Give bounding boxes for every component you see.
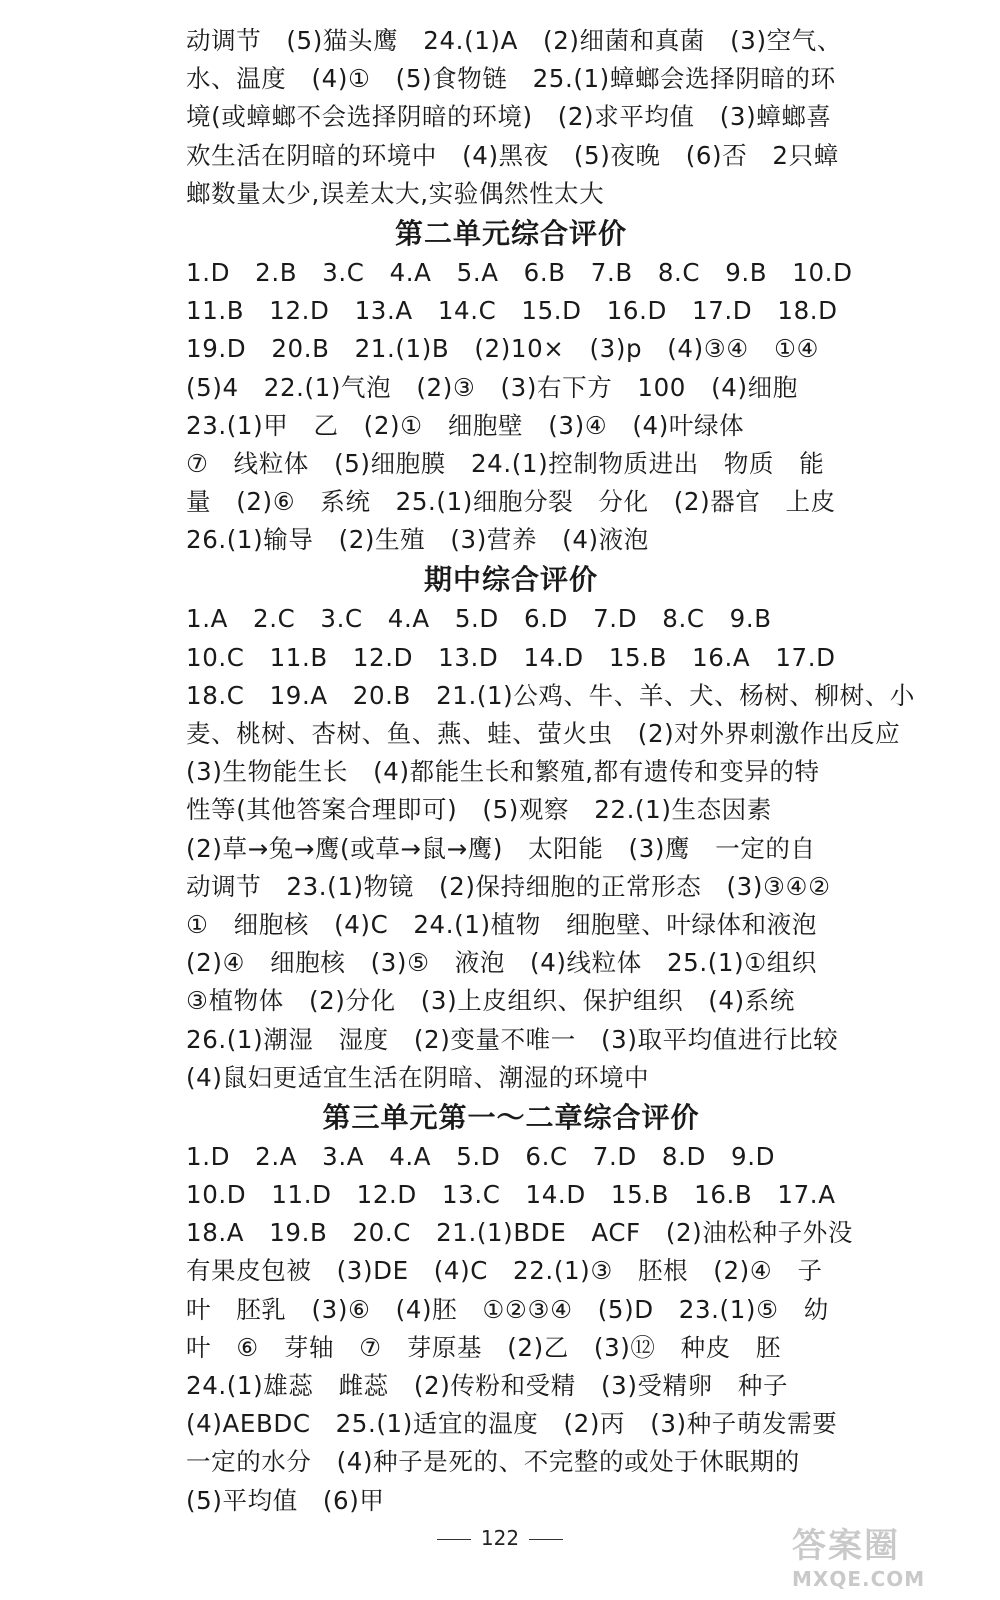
answer-line: 10.C 11.B 12.D 13.D 14.D 15.B 16.A 17.D [186, 642, 836, 672]
answer-line: ③植物体 (2)分化 (3)上皮组织、保护组织 (4)系统 [186, 986, 795, 1016]
watermark-line2: MXQE.COM [792, 1567, 926, 1591]
answer-line: ⑦ 线粒体 (5)细胞膜 24.(1)控制物质进出 物质 能 [186, 448, 825, 478]
answer-line: 量 (2)⑥ 系统 25.(1)细胞分裂 分化 (2)器官 上皮 [186, 487, 836, 517]
answer-line: (3)生物能生长 (4)都能生长和繁殖,都有遗传和变异的特 [186, 757, 820, 787]
answer-line: 叶 ⑥ 芽轴 ⑦ 芽原基 (2)乙 (3)⑫ 种皮 胚 [186, 1332, 782, 1362]
section-heading: 第二单元综合评价 [394, 216, 627, 250]
answer-line: 螂数量太少,误差太大,实验偶然性太大 [186, 178, 605, 208]
footer-dash-right [529, 1539, 563, 1540]
answer-page [186, 22, 915, 1520]
answer-line: 26.(1)潮湿 湿度 (2)变量不唯一 (3)取平均值进行比较 [186, 1024, 839, 1054]
answer-line: 18.A 19.B 20.C 21.(1)BDE ACF (2)油松种子外没 [186, 1218, 853, 1248]
answer-line: 19.D 20.B 21.(1)B (2)10× (3)p (4)③④ ①④ [186, 334, 820, 364]
answer-line: ① 细胞核 (4)C 24.(1)植物 细胞壁、叶绿体和液泡 [186, 909, 817, 939]
watermark-line1: 答案圈 [792, 1526, 900, 1566]
answer-line: (2)④ 细胞核 (3)⑤ 液泡 (4)线粒体 25.(1)①组织 [186, 948, 817, 978]
answer-line: 26.(1)输导 (2)生殖 (3)营养 (4)液泡 [186, 525, 649, 555]
answer-line: 境(或蟑螂不会选择阴暗的环境) (2)求平均值 (3)蟑螂喜 [186, 102, 832, 132]
answer-line: (5)4 22.(1)气泡 (2)③ (3)右下方 100 (4)细胞 [186, 372, 798, 402]
answer-line: (4)AEBDC 25.(1)适宜的温度 (2)丙 (3)种子萌发需要 [186, 1409, 838, 1439]
page-number: 122 [480, 1526, 520, 1550]
answer-line: 水、温度 (4)① (5)食物链 25.(1)蟑螂会选择阴暗的环 [186, 64, 836, 94]
answer-line: 24.(1)雄蕊 雌蕊 (2)传粉和受精 (3)受精卵 种子 [186, 1371, 789, 1400]
answer-line: (5)平均值 (6)甲 [186, 1485, 385, 1515]
answer-line: 性等(其他答案合理即可) (5)观察 22.(1)生态因素 [186, 795, 772, 825]
section-heading: 期中综合评价 [423, 563, 598, 597]
answer-line: 18.C 19.A 20.B 21.(1)公鸡、牛、羊、犬、杨树、柳树、小 [186, 680, 915, 710]
answer-line: 11.B 12.D 13.A 14.C 15.D 16.D 17.D 18.D [186, 296, 838, 326]
answer-line: 动调节 23.(1)物镜 (2)保持细胞的正常形态 (3)③④② [186, 871, 831, 901]
watermark-logo [792, 1518, 982, 1590]
answer-line: 有果皮包被 (3)DE (4)C 22.(1)③ 胚根 (2)④ 子 [186, 1256, 823, 1286]
answer-line: 1.D 2.A 3.A 4.A 5.D 6.C 7.D 8.D 9.D [186, 1141, 776, 1171]
section-heading: 第三单元第一～二章综合评价 [322, 1100, 700, 1134]
answer-line: 欢生活在阴暗的环境中 (4)黑夜 (5)夜晚 (6)否 2只蟑 [186, 140, 839, 170]
answer-line: 1.A 2.C 3.C 4.A 5.D 6.D 7.D 8.C 9.B [186, 604, 772, 634]
answer-line: 23.(1)甲 乙 (2)① 细胞壁 (3)④ (4)叶绿体 [186, 410, 745, 440]
answer-line: (2)草→兔→鹰(或草→鼠→鹰) 太阳能 (3)鹰 一定的自 [186, 833, 816, 863]
answer-line: 1.D 2.B 3.C 4.A 5.A 6.B 7.B 8.C 9.B 10.D [186, 257, 853, 287]
answer-line: 麦、桃树、杏树、鱼、燕、蛙、萤火虫 (2)对外界刺激作出反应 [186, 719, 901, 748]
footer-dash-left [437, 1539, 471, 1540]
answer-line: 一定的水分 (4)种子是死的、不完整的或处于休眠期的 [186, 1447, 800, 1477]
answer-line: 10.D 11.D 12.D 13.C 14.D 15.B 16.B 17.A [186, 1180, 836, 1210]
answer-line: (4)鼠妇更适宜生活在阴暗、潮湿的环境中 [186, 1062, 650, 1092]
answer-line: 叶 胚乳 (3)⑥ (4)胚 ①②③④ (5)D 23.(1)⑤ 幼 [186, 1294, 829, 1324]
answer-line: 动调节 (5)猫头鹰 24.(1)A (2)细菌和真菌 (3)空气、 [186, 26, 842, 55]
